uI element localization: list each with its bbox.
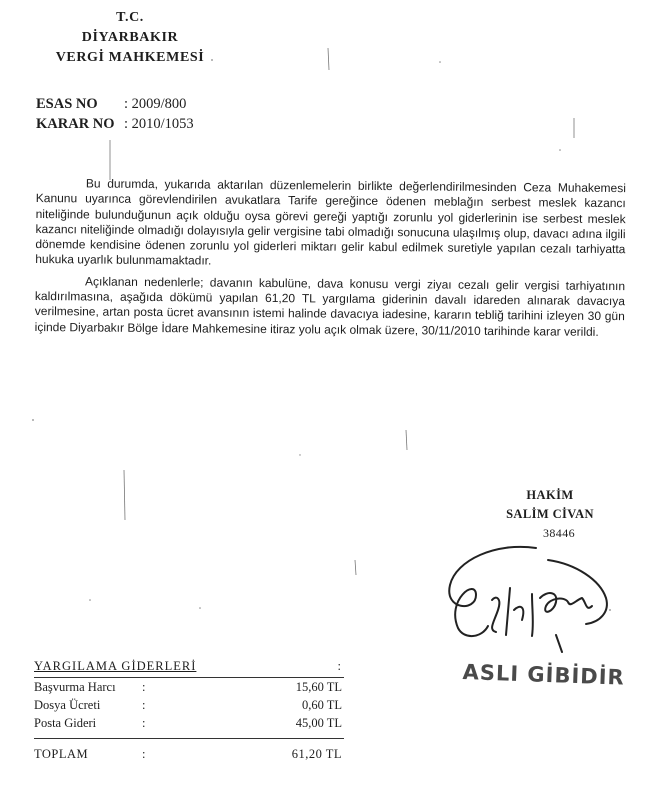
total-amount: 61,20 TL — [291, 747, 342, 761]
expenses-table — [34, 658, 344, 763]
certified-copy-stamp: ASLI GİBİDİR — [462, 660, 626, 690]
expenses-divider — [34, 738, 344, 739]
expenses-total-row — [34, 745, 344, 763]
expense-amount: 15,60 TL — [295, 680, 342, 694]
expense-colon: : — [142, 680, 146, 694]
judge-title: HAKİM — [526, 488, 574, 502]
court-header — [25, 8, 235, 68]
total-colon: : — [142, 747, 146, 761]
expense-name: Başvurma Harcı — [34, 680, 116, 694]
expense-name: Posta Gideri — [34, 716, 97, 730]
header-country: T.C. — [116, 10, 144, 25]
judge-block — [480, 486, 620, 543]
esas-label: ESAS NO — [36, 96, 98, 112]
header-city: DİYARBAKIR — [81, 30, 179, 45]
expense-name: Dosya Ücreti — [34, 698, 101, 712]
esas-value: : 2009/800 — [124, 96, 187, 112]
judge-name: SALİM CİVAN — [506, 507, 594, 521]
karar-row — [36, 114, 194, 134]
expense-colon: : — [142, 698, 146, 712]
expenses-title-row — [34, 658, 344, 678]
karar-label: KARAR NO — [36, 116, 115, 132]
case-numbers — [36, 94, 194, 134]
expense-amount: 45,00 TL — [295, 716, 342, 730]
total-label: TOPLAM — [34, 747, 89, 761]
expenses-title-colon: : — [337, 659, 342, 673]
signature-icon — [436, 540, 626, 655]
expenses-title: YARGILAMA GİDERLERİ — [34, 659, 197, 673]
expense-row — [34, 714, 344, 732]
esas-row — [36, 94, 194, 114]
expense-colon: : — [142, 716, 146, 730]
expense-row — [34, 678, 344, 696]
karar-value: : 2010/1053 — [124, 116, 194, 132]
paragraph-reasoning: Bu durumda, yukarıda aktarılan düzenlemelerin birlikte değerlendirilmesinden Ceza Muhakemesi Kanunu uyarınca görevlendirilen avukatlara Tarife gereğince ödenen meblağın serbest meslek kazancı niteliğinde bulunduğunun açık olduğu oysa görevi gereği yaptığı zorunlu yol giderlerinin ise serbest meslek kazancı niteliğinde olmadığı dolayısıyla gelir vergisine tabi olmadığı sonucuna ulaşılmış olup, davacı adına ilgili dönemde kendisine ödenen zorunlu yol giderleri miktarı gelir kabul edilmek suretiyle yapılan cezalı tarhiyatta hukuka uyarlık bulunmamaktadır. — [35, 176, 626, 269]
expense-row — [34, 696, 344, 714]
expense-amount: 0,60 TL — [301, 698, 342, 712]
header-court: VERGİ MAHKEMESİ — [55, 50, 205, 65]
paragraph-verdict: Açıklanan nedenlerle; davanın kabulüne, dava konusu vergi ziyaı cezalı gelir vergisi tarhiyatının kaldırılmasına, aşağıda dökümü yapılan 61,20 TL yargılama giderinin davalı idareden alınarak davacıya verilmesine, artan posta ücret avansının istemi halinde davacıya iadesine, kararın tebliğ tarihini izleyen 30 gün içinde Diyarbakır Bölge İdare Mahkemesine itiraz yolu açık olmak üzere, 30/11/2010 tarihinde karar verildi. — [34, 274, 626, 339]
judge-registry: 38446 — [543, 526, 575, 540]
decision-body — [35, 176, 626, 340]
